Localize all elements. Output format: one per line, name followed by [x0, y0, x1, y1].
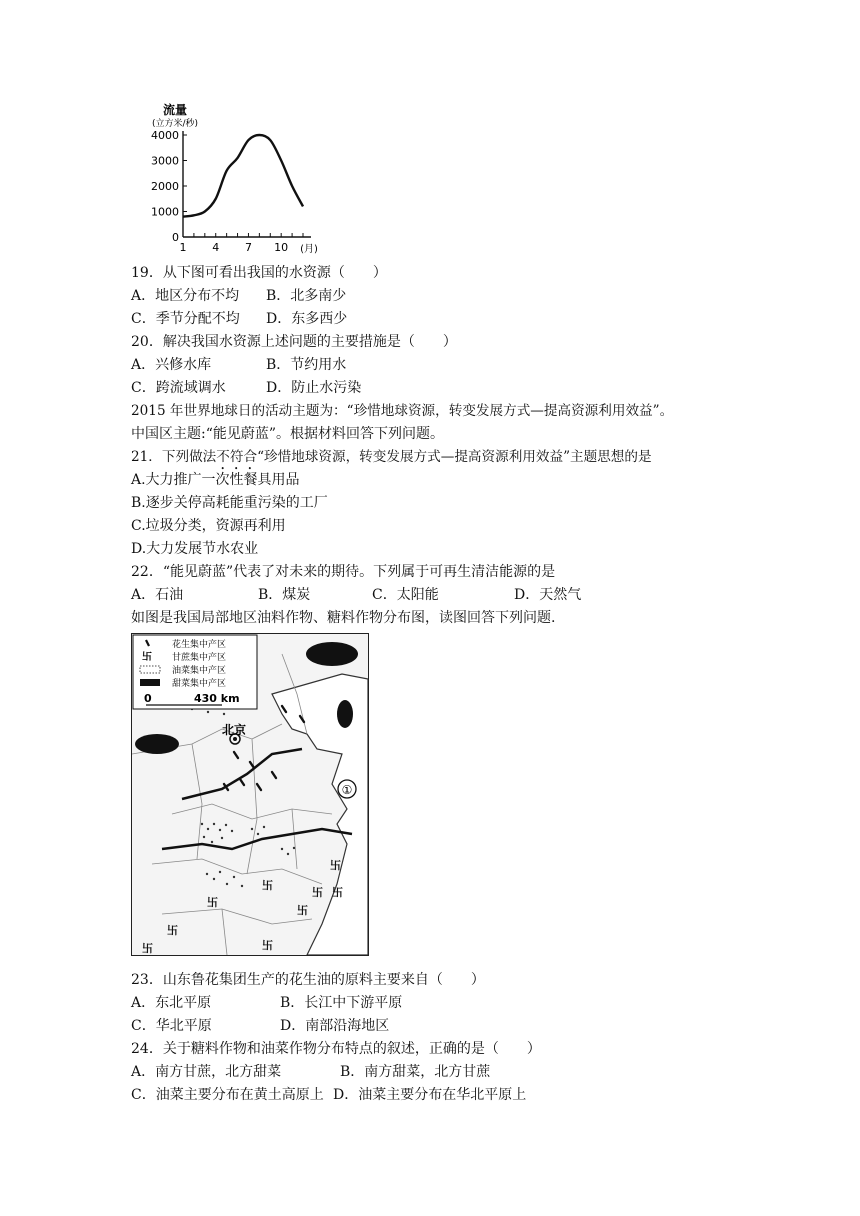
q20-option-c: C．跨流域调水	[131, 380, 226, 396]
rapeseed-legend-icon	[140, 666, 160, 673]
svg-text:卐: 卐	[297, 904, 308, 917]
sugarcane-legend-icon: 卐	[142, 652, 152, 663]
q20-option-b: B．节约用水	[266, 357, 347, 373]
q19-option-d: D．东多西少	[266, 311, 348, 327]
q21-option-a: A.大力推广一次性餐具用品	[131, 472, 300, 488]
scale-start: 0	[144, 692, 152, 705]
q20-stem: 20．解决我国水资源上述问题的主要措施是（ ）	[131, 334, 457, 350]
yangtze-river	[162, 829, 352, 849]
q19-option-a: A．地区分布不均	[131, 288, 240, 304]
svg-text:卐: 卐	[262, 879, 273, 892]
q23-option-d: D．南部沿海地区	[280, 1018, 390, 1034]
q24-option-c: C．油菜主要分布在黄土高原上	[131, 1087, 324, 1103]
intro-map-text: 如图是我国局部地区油料作物、糖料作物分布图，读图回答下列问题.	[131, 610, 556, 626]
q22-option-b: B．煤炭	[258, 587, 311, 603]
beet-legend-icon	[140, 679, 160, 686]
x-axis-unit: (月)	[300, 244, 318, 255]
q21-option-b: B.逐步关停高耗能重污染的工厂	[131, 495, 328, 511]
intro-paragraph-line1: 2015 年世界地球日的活动主题为：“珍惜地球资源，转变发展方式—提高资源利用效益”。	[131, 403, 674, 419]
q21-option-d: D.大力发展节水农业	[131, 541, 259, 557]
q22-stem: 22．“能见蔚蓝”代表了对未来的期待。下列属于可再生清洁能源的是	[131, 564, 556, 580]
y-axis-unit: (立方米/秒)	[151, 119, 199, 129]
q23-stem: 23．山东鲁花集团生产的花生油的原料主要来自（ ）	[131, 972, 485, 988]
q23-option-c: C．华北平原	[131, 1018, 212, 1034]
flow-line-chart	[135, 100, 325, 260]
q21-stem-pre: 21．下列做法	[131, 449, 217, 465]
svg-text:卐: 卐	[167, 924, 178, 937]
q22-option-d: D．天然气	[514, 587, 582, 603]
q20-option-a: A．兴修水库	[131, 357, 212, 373]
x-tick-label: 1	[179, 241, 187, 254]
legend-sugarcane: 甘蔗集中产区	[172, 653, 227, 663]
q19-option-c: C．季节分配不均	[131, 311, 240, 327]
q21-option-c: C.垃圾分类，资源再利用	[131, 518, 286, 534]
q24-option-a: A．南方甘蔗，北方甜菜	[131, 1064, 282, 1080]
legend-rapeseed: 油菜集中产区	[172, 666, 227, 676]
x-tick-label: 7	[244, 241, 252, 254]
svg-text:卐: 卐	[207, 896, 218, 909]
sugarcane-marks	[142, 859, 343, 955]
svg-text:卐: 卐	[262, 939, 273, 952]
q24-option-d: D．油菜主要分布在华北平原上	[333, 1087, 527, 1103]
y-tick-label: 1000	[151, 205, 179, 219]
flow-series-line	[183, 135, 303, 217]
intro-paragraph-line2: 中国区主题:“能见蔚蓝”。根据材料回答下列问题。	[131, 426, 445, 442]
q20-option-d: D．防止水污染	[266, 380, 362, 396]
beijing-label: 北京	[222, 723, 247, 737]
sea-area	[272, 674, 368, 955]
y-tick-label: 4000	[151, 129, 179, 142]
y-axis-title: 流量	[162, 103, 188, 117]
q23-option-a: A．东北平原	[131, 995, 212, 1011]
y-tick-label: 0	[172, 231, 179, 244]
y-tick-label: 2000	[151, 180, 179, 193]
y-tick-label: 3000	[151, 154, 179, 168]
svg-text:卐: 卐	[330, 859, 341, 872]
q21-stem-emphasis: 不符合	[216, 449, 258, 465]
q19-option-b: B．北多南少	[266, 288, 347, 304]
chart-ticks	[151, 129, 303, 254]
x-tick-label: 4	[212, 241, 220, 254]
q22-option-a: A．石油	[131, 587, 184, 603]
marker-1-label: ①	[341, 783, 353, 797]
svg-text:卐: 卐	[332, 886, 343, 899]
q19-stem: 19．从下图可看出我国的水资源（ ）	[131, 265, 387, 281]
q24-option-b: B．南方甜菜，北方甘蔗	[340, 1064, 491, 1080]
map-drawing	[132, 634, 368, 955]
x-tick-label: 10	[274, 241, 289, 254]
scale-end: 430 km	[194, 692, 240, 705]
q22-option-c: C．太阳能	[372, 587, 439, 603]
q21-stem-post: “珍惜地球资源，转变发展方式—提高资源利用效益”主题思想的是	[257, 449, 652, 465]
svg-text:卐: 卐	[312, 886, 323, 899]
legend-peanut: 花生集中产区	[172, 640, 227, 650]
legend-beet: 甜菜集中产区	[172, 679, 227, 689]
beet-area-northeast	[306, 642, 358, 666]
svg-text:卐: 卐	[142, 942, 153, 955]
q23-option-b: B．长江中下游平原	[280, 995, 403, 1011]
crop-distribution-map	[131, 633, 369, 956]
beet-area-east	[337, 700, 353, 728]
beet-area-northwest	[135, 734, 179, 754]
q24-stem: 24．关于糖料作物和油菜作物分布特点的叙述，正确的是（ ）	[131, 1041, 541, 1057]
